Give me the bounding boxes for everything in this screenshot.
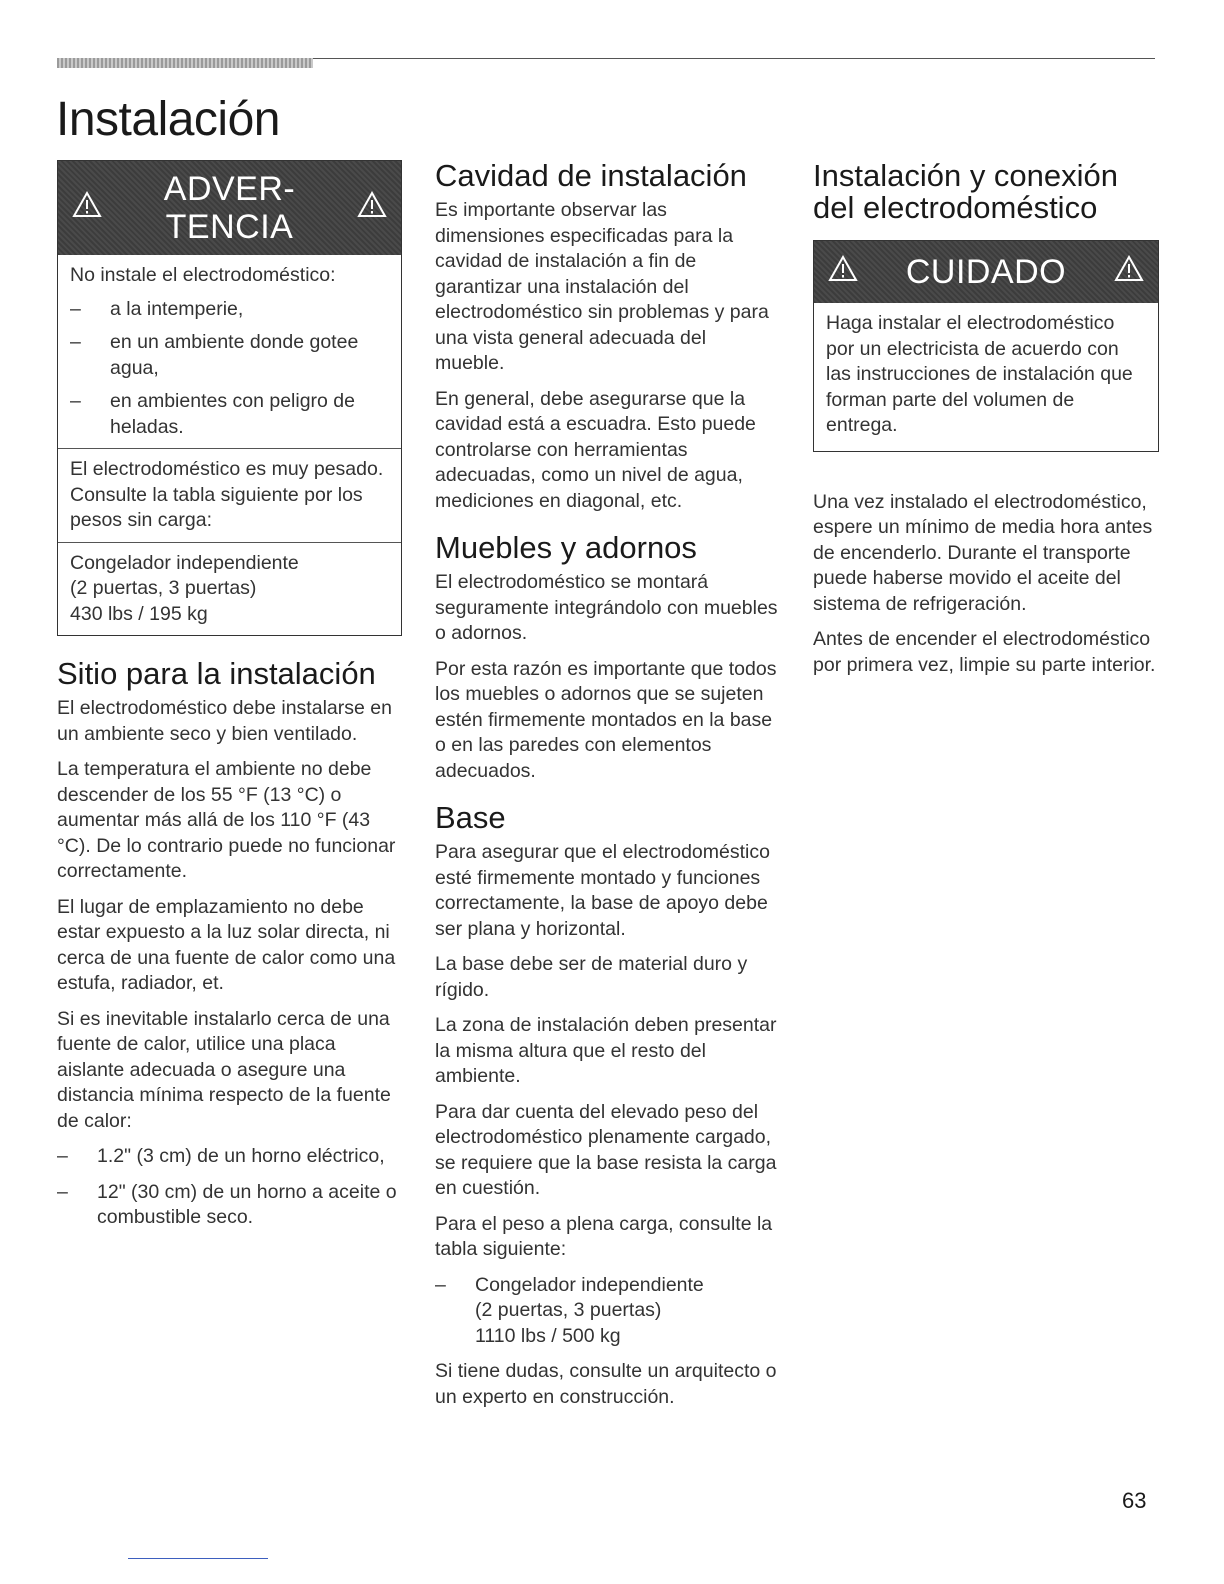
paragraph: La temperatura el ambiente no debe descender de los 55 °F (13 °C) o aumentar más allá de los 110 °F (43 °C). De lo contrario puede no funcionar correctamente. bbox=[57, 758, 396, 882]
model-line: Congelador independiente bbox=[70, 551, 299, 574]
column-middle bbox=[435, 160, 780, 1420]
warning-title-line-1: ADVER- bbox=[163, 170, 296, 208]
paragraph: El lugar de emplazamiento no debe estar expuesto a la luz solar directa, ni cerca de una fuente de calor como una estufa, radiador, et. bbox=[57, 895, 396, 994]
paragraph: El electrodoméstico se montará seguramente integrándolo con muebles o adornos. bbox=[435, 571, 778, 644]
warning-intro: No instale el electrodoméstico: bbox=[70, 264, 336, 286]
list-item: – Congelador independiente (2 puertas, 3 puertas) 1110 lbs / 500 kg bbox=[435, 1273, 704, 1347]
list-item: – en ambientes con peligro de heladas. bbox=[70, 390, 355, 438]
model-line: (2 puertas, 3 puertas) bbox=[70, 577, 257, 599]
warning-triangle-icon bbox=[72, 191, 102, 226]
divider bbox=[58, 542, 401, 543]
warning-title-line-2: TENCIA bbox=[165, 208, 294, 246]
list-item: – 12" (30 cm) de un horno a aceite o combustible seco. bbox=[57, 1180, 397, 1228]
paragraph: Para el peso a plena carga, consulte la tabla siguiente: bbox=[435, 1212, 773, 1260]
page-title: Instalación bbox=[56, 93, 280, 146]
paragraph: Antes de encender el electrodoméstico por primera vez, limpie su parte interior. bbox=[813, 628, 1156, 676]
footer-line bbox=[128, 1558, 268, 1559]
warning-box bbox=[57, 160, 402, 636]
warning-header bbox=[58, 161, 401, 255]
caution-text: Haga instalar el electrodoméstico por un electricista de acuerdo con las instrucciones de instalación que forman parte del volumen de entrega. bbox=[826, 312, 1133, 436]
paragraph: Para asegurar que el electrodoméstico esté firmemente montado y funciones correctamente, la base de apoyo debe ser plana y horizontal. bbox=[435, 841, 770, 940]
list-item: – 1.2" (3 cm) de un horno eléctrico, bbox=[57, 1145, 385, 1167]
section-heading-base: Base bbox=[435, 800, 506, 835]
section-heading-muebles: Muebles y adornos bbox=[435, 530, 697, 565]
caution-title: CUIDADO bbox=[905, 253, 1067, 291]
warning-title bbox=[164, 170, 295, 246]
header-bar bbox=[57, 58, 313, 68]
warning-triangle-icon bbox=[357, 191, 387, 226]
list-item: – en un ambiente donde gotee agua, bbox=[70, 331, 359, 379]
caution-header bbox=[814, 241, 1158, 303]
paragraph: Si es inevitable instalarlo cerca de una fuente de calor, utilice una placa aislante adecuada o asegure una distancia mínima respecto de la fuente de calor: bbox=[57, 1007, 391, 1132]
weight-note: El electrodoméstico es muy pesado. Consulte la tabla siguiente por los pesos sin carga: bbox=[70, 458, 384, 531]
page-number: 63 bbox=[1122, 1488, 1147, 1513]
caution-body bbox=[814, 303, 1158, 451]
warning-body bbox=[58, 255, 401, 635]
weight-value: 430 lbs / 195 kg bbox=[70, 602, 208, 625]
paragraph: Para dar cuenta del elevado peso del electrodoméstico plenamente cargado, se requiere que la base resista la carga en cuestión. bbox=[435, 1100, 777, 1199]
column-left bbox=[57, 160, 402, 1241]
paragraph: La zona de instalación deben presentar la misma altura que el resto del ambiente. bbox=[435, 1014, 777, 1087]
list-item: – a la intemperie, bbox=[70, 297, 244, 320]
divider bbox=[58, 448, 401, 449]
paragraph: Una vez instalado el electrodoméstico, espere un mínimo de media hora antes de encenderlo. Durante el transporte puede haberse movido el aceite del sistema de refrigeración. bbox=[813, 490, 1153, 615]
paragraph: En general, debe asegurarse que la cavidad está a escuadra. Esto puede controlarse con herramientas adecuadas, como un nivel de agua, mediciones en diagonal, etc. bbox=[435, 387, 756, 512]
paragraph: El electrodoméstico debe instalarse en un ambiente seco y bien ventilado. bbox=[57, 697, 392, 745]
paragraph: Es importante observar las dimensiones especificadas para la cavidad de instalación a fin de garantizar una instalación del electrodoméstico sin problemas y para una vista general adecuada del mueble. bbox=[435, 199, 769, 374]
warning-triangle-icon bbox=[1114, 255, 1144, 290]
section-heading-sitio: Sitio para la instalación bbox=[57, 656, 376, 691]
caution-box bbox=[813, 240, 1159, 452]
paragraph: La base debe ser de material duro y rígido. bbox=[435, 953, 748, 1001]
section-heading-cavidad: Cavidad de instalación bbox=[435, 158, 747, 193]
column-right bbox=[813, 160, 1159, 688]
paragraph: Por esta razón es importante que todos los muebles o adornos que se sujeten estén firmemente montados en la base o en las paredes con elementos adecuados. bbox=[435, 657, 777, 782]
section-heading-conexion: Instalación y conexión del electrodoméstico bbox=[813, 158, 1119, 225]
paragraph: Si tiene dudas, consulte un arquitecto o un experto en construcción. bbox=[435, 1360, 777, 1408]
warning-triangle-icon bbox=[828, 255, 858, 290]
